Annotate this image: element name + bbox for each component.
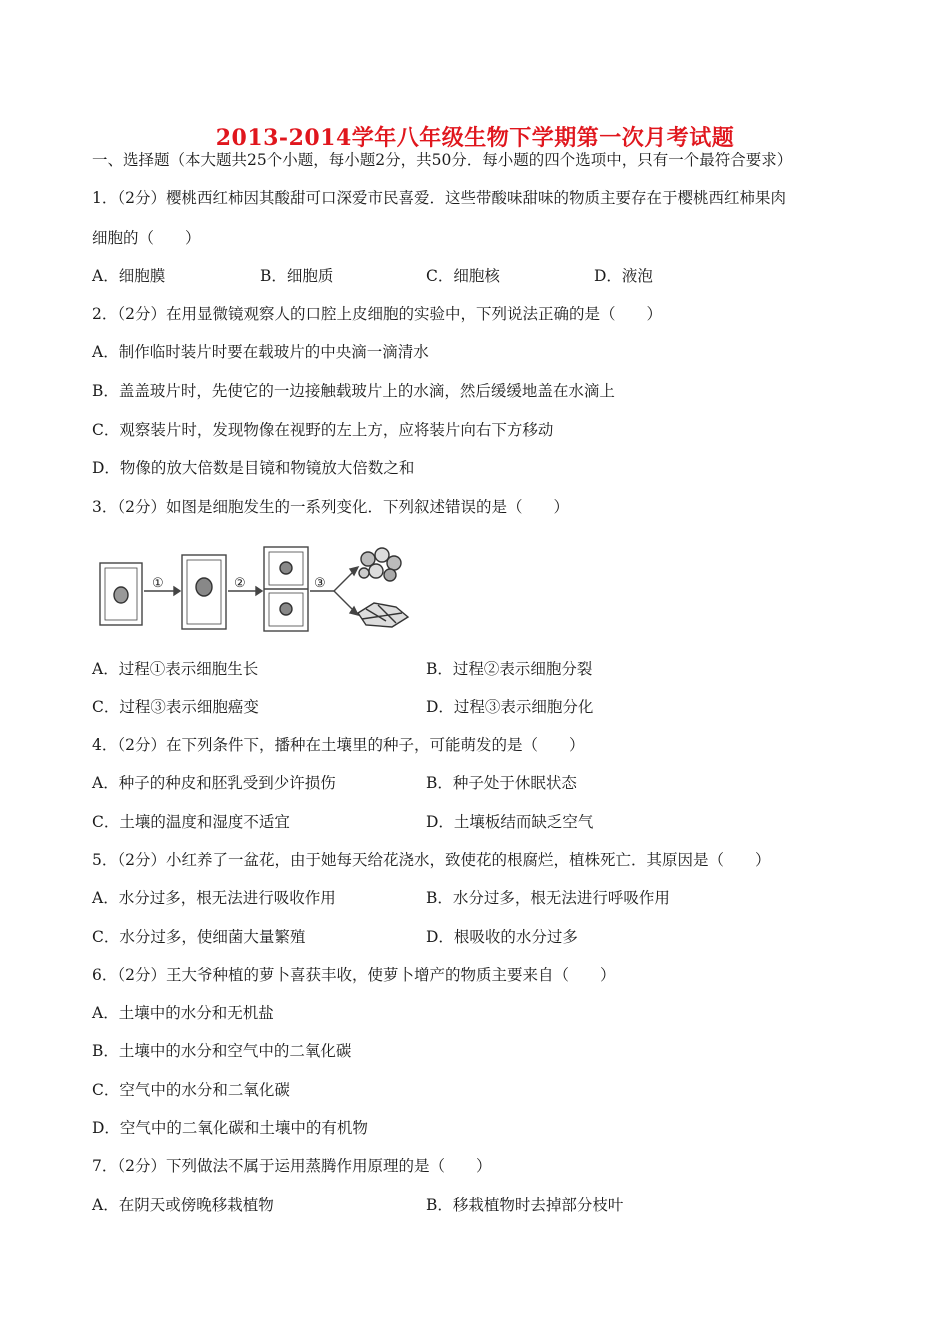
question-6-stem: 6．（2分）王大爷种植的萝卜喜获丰收，使萝卜增产的物质主要来自（ ）	[92, 966, 616, 984]
cell-2-nucleus	[196, 578, 212, 596]
question-5-option-d: D．根吸收的水分过多	[426, 928, 578, 946]
question-7-stem: 7．（2分）下列做法不属于运用蒸腾作用原理的是（ ）	[92, 1157, 492, 1175]
question-4-option-d: D．土壤板结而缺乏空气	[426, 813, 594, 831]
question-7-option-b: B．移栽植物时去掉部分枝叶	[426, 1196, 624, 1214]
question-5-option-b: B．水分过多，根无法进行呼吸作用	[426, 889, 670, 907]
question-2-option-d: D．物像的放大倍数是目镜和物镜放大倍数之和	[92, 459, 415, 477]
question-5-option-a: A．水分过多，根无法进行吸收作用	[92, 889, 336, 907]
question-4-option-a: A．种子的种皮和胚乳受到少许损伤	[92, 774, 336, 792]
question-3-option-d: D．过程③表示细胞分化	[426, 698, 594, 716]
process-label-1: ①	[152, 576, 164, 591]
question-6-option-b: B．土壤中的水分和空气中的二氧化碳	[92, 1042, 352, 1060]
exam-title: 2013-2014学年八年级生物下学期第一次月考试题	[215, 125, 735, 151]
differentiated-cells-bottom	[358, 603, 408, 627]
question-3-stem: 3．（2分）如图是细胞发生的一系列变化．下列叙述错误的是（ ）	[92, 498, 569, 516]
question-1-stem-cont: 细胞的（ ）	[92, 229, 201, 247]
question-2-option-a: A．制作临时装片时要在载玻片的中央滴一滴清水	[92, 343, 429, 361]
question-2-option-b: B．盖盖玻片时，先使它的一边接触载玻片上的水滴，然后缓缓地盖在水滴上	[92, 382, 615, 400]
differentiated-cells-top	[359, 548, 401, 581]
question-7-option-a: A．在阴天或傍晚移栽植物	[92, 1196, 274, 1214]
question-1-option-a: A．细胞膜	[92, 267, 166, 285]
question-6-option-a: A．土壤中的水分和无机盐	[92, 1004, 274, 1022]
question-4-option-b: B．种子处于休眠状态	[426, 774, 577, 792]
question-6-option-c: C．空气中的水分和二氧化碳	[92, 1081, 290, 1099]
cell-1-nucleus	[114, 587, 128, 603]
question-1-stem: 1．（2分）樱桃西红柿因其酸甜可口深爱市民喜爱．这些带酸味甜味的物质主要存在于樱桃西红柿果肉	[92, 189, 786, 207]
process-label-3: ③	[314, 576, 326, 591]
question-4-stem: 4．（2分）在下列条件下，播种在土壤里的种子，可能萌发的是（ ）	[92, 736, 585, 754]
question-4-option-c: C．土壤的温度和湿度不适宜	[92, 813, 290, 831]
process-label-2: ②	[234, 576, 246, 591]
question-3-option-a: A．过程①表示细胞生长	[92, 660, 259, 678]
question-1-option-d: D．液泡	[594, 267, 653, 285]
question-2-option-c: C．观察装片时，发现物像在视野的左上方，应将装片向右下方移动	[92, 421, 554, 439]
question-1-option-c: C．细胞核	[426, 267, 500, 285]
question-1-option-b: B．细胞质	[260, 267, 334, 285]
section-header: 一、选择题（本大题共25个小题，每小题2分，共50分．每小题的四个选项中，只有一个最符合要求）	[92, 151, 793, 169]
question-3-option-c: C．过程③表示细胞癌变	[92, 698, 259, 716]
question-5-stem: 5．（2分）小红养了一盆花，由于她每天给花浇水，致使花的根腐烂，植株死亡．其原因是（ ）	[92, 851, 771, 869]
question-2-stem: 2．（2分）在用显微镜观察人的口腔上皮细胞的实验中，下列说法正确的是（ ）	[92, 305, 662, 323]
question-3-option-b: B．过程②表示细胞分裂	[426, 660, 593, 678]
question-5-option-c: C．水分过多，使细菌大量繁殖	[92, 928, 306, 946]
cell-change-diagram	[96, 543, 416, 633]
question-6-option-d: D．空气中的二氧化碳和土壤中的有机物	[92, 1119, 368, 1137]
